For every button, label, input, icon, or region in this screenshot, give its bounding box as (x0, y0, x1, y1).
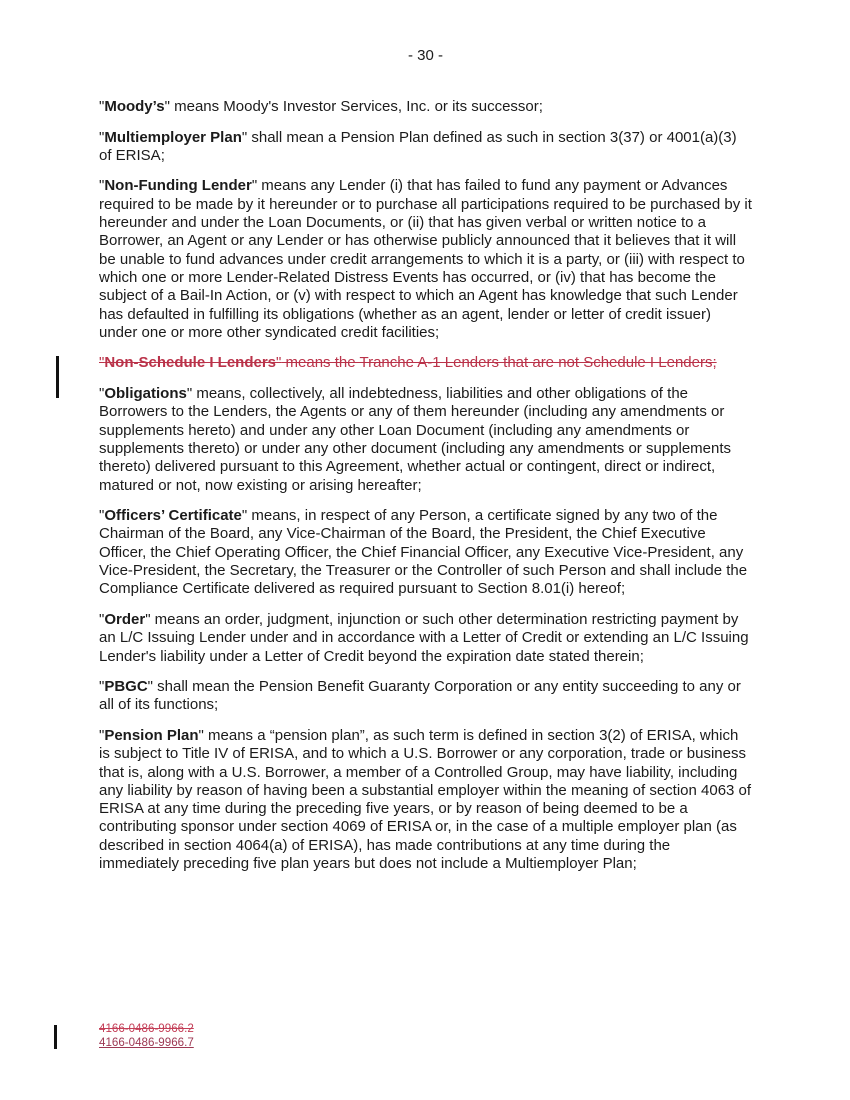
definition-term: Officers’ Certificate (104, 507, 242, 525)
definition-multiemployer-plan (99, 129, 752, 166)
definition-body: means the Tranche A-1 Lenders that are not Schedule I Lenders; (281, 354, 717, 372)
definition-body: means any Lender (i) that has failed to fund any payment or Advances required to be made by it hereunder or to purchase all participations required to be purchased by it hereunder and under the Loan Documents, or (ii) that has given verbal or written notice to a Borrower, an Agent or any Lender or has otherwise publicly announced that it believes that it will be unable to fund advances under credit arrangements to which it is a party, or (iii) with respect to which one or more Lender-Related Distress Events has occurred, or (iv) that has become the subject of a Bail-In Action, or (v) with respect to which an Agent has knowledge that such Lender has defaulted in fulfilling its obligations (whether as an agent, lender or letter of credit issuer) under one or more other syndicated credit facilities; (99, 177, 752, 341)
close-quote: " (198, 726, 204, 744)
open-quote: " (99, 385, 105, 403)
definition-body: means a “pension plan”, as such term is defined in section 3(2) of ERISA, which is subject to Title IV of ERISA, and to which a U.S. Borrower or any corporation, trade or business that is, along with a U.S. Borrower, a member of a Controlled Group, may have liability, including any liability by reason of having been a substantial employer within the meaning of section 4063 of ERISA at any time during the preceding five years, or by reason of being deemed to be a contributing sponsor under section 4069 of ERISA or, in the case of a multiple employer plan (as described in section 4064(a) of ERISA), has made contributions at any time during the immediately preceding five plan years but does not include a Multiemployer Plan; (99, 726, 752, 873)
footer-doc-number-old: 4166-0486-9966.2 (99, 1022, 194, 1035)
definition-term: Multiemployer Plan (104, 128, 242, 146)
definition-body: shall mean a Pension Plan defined as such in section 3(37) or 4001(a)(3) of ERISA; (99, 128, 737, 164)
close-quote: " (241, 128, 248, 146)
definition-term: Order (104, 610, 146, 628)
definition-order (99, 611, 752, 666)
definition-term: Non-Schedule I Lenders (104, 354, 277, 372)
definition-term: Pension Plan (104, 726, 199, 744)
open-quote: " (99, 507, 105, 525)
close-quote: " (251, 177, 258, 195)
definition-body: means, collectively, all indebtedness, liabilities and other obligations of the Borrowers to the Lenders, the Agents or any of them hereunder (including any amendments or supplements hereto) and under any other Loan Document (including any amendments or supplements thereto) or under any other document (including any amendments or supplements thereto) delivered pursuant to this Agreement, whether actual or contingent, direct or indirect, matured or not, now existing or arising hereafter; (99, 385, 732, 494)
definition-non-funding-lender (99, 177, 752, 342)
document-page-content (99, 47, 752, 886)
definition-body: shall mean the Pension Benefit Guaranty Corporation or any entity succeeding to any or all of its functions; (99, 678, 741, 714)
definition-term: Non-Funding Lender (104, 177, 252, 195)
definition-body: means, in respect of any Person, a certificate signed by any two of the Chairman of the Board, any Vice-Chairman of the Board, the President, the Chief Executive Officer, the Chief Operating Officer, the Chief Financial Officer, any Executive Vice-President, any Vice-President, the Secretary, the Treasurer or the Controller of such Person and shall include the Compliance Certificate delivered as required pursuant to Section 8.01(i) hereof; (99, 507, 748, 598)
definition-term: PBGC (104, 678, 148, 696)
open-quote: " (99, 678, 105, 696)
definition-term: Moody’s (104, 98, 165, 115)
open-quote: " (99, 128, 105, 146)
close-quote: " (241, 507, 248, 525)
open-quote: " (99, 354, 105, 372)
close-quote: " (164, 98, 170, 115)
definition-officers-certificate (99, 507, 752, 598)
definition-body: means an order, judgment, injunction or such other determination restricting payment by an L/C Issuing Lender under and in accordance with a Letter of Credit or extending an L/C Issuing Lender's liability under a Letter of Credit beyond the expiration date stated therein; (99, 610, 749, 665)
definition-term: Obligations (104, 385, 187, 403)
definition-non-schedule-i-lenders-deleted (99, 354, 752, 372)
close-quote: " (276, 354, 282, 372)
definition-body: means Moody's Investor Services, Inc. or its successor; (169, 98, 543, 115)
definition-moodys (99, 98, 752, 116)
close-quote: " (186, 385, 193, 403)
close-quote: " (147, 678, 153, 696)
page-number: - 30 - (407, 47, 443, 64)
open-quote: " (99, 610, 105, 628)
change-bar-footer (54, 1025, 57, 1049)
open-quote: " (99, 726, 105, 744)
document-id-footer (99, 1022, 194, 1049)
change-bar-deleted-definition (56, 356, 59, 398)
definition-obligations (99, 385, 752, 495)
close-quote: " (145, 610, 151, 628)
definition-pbgc (99, 678, 752, 715)
footer-doc-number-new: 4166-0486-9966.7 (99, 1035, 194, 1049)
open-quote: " (99, 98, 105, 115)
open-quote: " (99, 177, 105, 195)
definition-pension-plan (99, 727, 752, 873)
